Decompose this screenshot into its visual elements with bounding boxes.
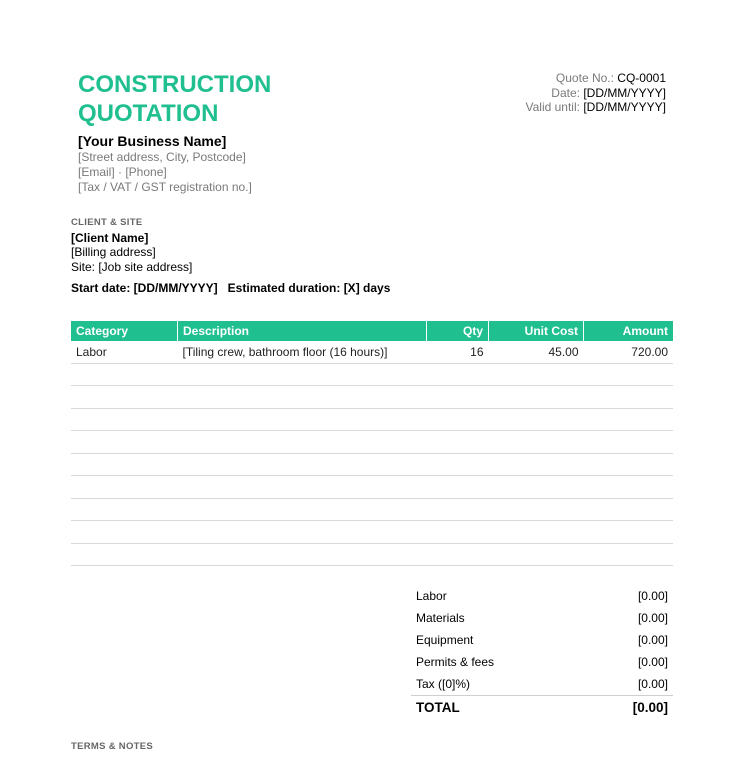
cell-qty xyxy=(427,408,489,431)
document-title: CONSTRUCTION QUOTATION xyxy=(78,71,272,127)
header-category: Category xyxy=(71,321,178,341)
valid-until-value: [DD/MM/YYYY] xyxy=(583,100,666,114)
cell-unit-cost xyxy=(489,476,584,499)
cell-qty: 16 xyxy=(427,341,489,363)
table-row xyxy=(71,476,673,499)
client-billing-address: [Billing address] xyxy=(71,245,156,259)
cell-category xyxy=(71,363,178,386)
totals-value: [0.00] xyxy=(637,589,668,603)
business-contact: [Email] · [Phone] xyxy=(78,165,167,179)
cell-category xyxy=(71,476,178,499)
cell-unit-cost xyxy=(489,498,584,521)
totals-row xyxy=(411,673,673,696)
cell-category xyxy=(71,386,178,409)
client-section-label: CLIENT & SITE xyxy=(71,217,143,228)
quote-meta xyxy=(525,71,666,115)
cell-amount xyxy=(584,431,674,454)
business-name: [Your Business Name] xyxy=(78,133,227,149)
totals-label: Labor xyxy=(416,589,447,603)
totals-row xyxy=(411,607,673,629)
cell-amount xyxy=(584,453,674,476)
schedule-line: Start date: [DD/MM/YYYY] Estimated duration: [X] days xyxy=(71,281,391,295)
cell-description xyxy=(178,408,427,431)
cell-unit-cost xyxy=(489,386,584,409)
cell-category xyxy=(71,498,178,521)
cell-description xyxy=(178,476,427,499)
totals-value: [0.00] xyxy=(637,611,668,625)
table-row xyxy=(71,521,673,544)
cell-amount xyxy=(584,498,674,521)
totals-row xyxy=(411,651,673,673)
cell-unit-cost xyxy=(489,521,584,544)
totals-value: [0.00] xyxy=(637,633,668,647)
business-tax-number: [Tax / VAT / GST registration no.] xyxy=(78,180,252,194)
table-row xyxy=(71,408,673,431)
quote-number-row xyxy=(525,71,666,86)
cell-unit-cost xyxy=(489,453,584,476)
line-items-table xyxy=(71,321,673,566)
cell-amount xyxy=(584,476,674,499)
totals-label: Materials xyxy=(416,611,465,625)
cell-amount xyxy=(584,386,674,409)
quote-number-value: CQ-0001 xyxy=(617,71,666,85)
cell-qty xyxy=(427,521,489,544)
cell-unit-cost xyxy=(489,363,584,386)
totals-row xyxy=(411,585,673,607)
cell-qty xyxy=(427,543,489,566)
cell-amount xyxy=(584,408,674,431)
cell-category xyxy=(71,543,178,566)
cell-category xyxy=(71,521,178,544)
table-row xyxy=(71,498,673,521)
cell-qty xyxy=(427,476,489,499)
header-qty: Qty xyxy=(427,321,489,341)
client-name: [Client Name] xyxy=(71,231,149,245)
terms-section-label: TERMS & NOTES xyxy=(71,741,154,752)
cell-description xyxy=(178,521,427,544)
cell-category xyxy=(71,408,178,431)
header-amount: Amount xyxy=(584,321,674,341)
totals-value: [0.00] xyxy=(637,655,668,669)
cell-description xyxy=(178,363,427,386)
client-site-address: Site: [Job site address] xyxy=(71,260,193,274)
table-row xyxy=(71,386,673,409)
cell-unit-cost xyxy=(489,431,584,454)
cell-qty xyxy=(427,363,489,386)
totals-row xyxy=(411,629,673,651)
cell-description xyxy=(178,431,427,454)
cell-amount xyxy=(584,521,674,544)
cell-qty xyxy=(427,498,489,521)
line-items-header xyxy=(71,321,673,341)
cell-qty xyxy=(427,386,489,409)
totals-table xyxy=(411,585,673,719)
cell-unit-cost xyxy=(489,408,584,431)
valid-until-label: Valid until: xyxy=(525,100,580,114)
table-row xyxy=(71,341,673,363)
cell-unit-cost xyxy=(489,543,584,566)
table-row xyxy=(71,543,673,566)
cell-qty xyxy=(427,431,489,454)
table-row xyxy=(71,431,673,454)
grand-total-value: [0.00] xyxy=(584,696,673,720)
header-description: Description xyxy=(178,321,427,341)
table-row xyxy=(71,363,673,386)
table-row xyxy=(71,453,673,476)
valid-until-row xyxy=(525,100,666,115)
quote-date-row xyxy=(525,86,666,101)
cell-description: [Tiling crew, bathroom floor (16 hours)] xyxy=(178,341,427,363)
cell-amount xyxy=(584,543,674,566)
quote-number-label: Quote No.: xyxy=(555,71,614,85)
totals-label: Tax ([0]%) xyxy=(416,677,471,691)
totals-label: Equipment xyxy=(416,633,474,647)
cell-description xyxy=(178,386,427,409)
grand-total-row xyxy=(411,696,673,720)
cell-description xyxy=(178,453,427,476)
cell-amount xyxy=(584,363,674,386)
quote-date-label: Date: xyxy=(551,85,580,100)
totals-label: Permits & fees xyxy=(416,655,495,669)
cell-category xyxy=(71,453,178,476)
cell-amount: 720.00 xyxy=(584,341,674,363)
cell-qty xyxy=(427,453,489,476)
grand-total-label: TOTAL xyxy=(411,696,584,720)
cell-unit-cost: 45.00 xyxy=(489,341,584,363)
cell-description xyxy=(178,498,427,521)
totals-value: [0.00] xyxy=(637,677,668,691)
business-address: [Street address, City, Postcode] xyxy=(78,150,246,164)
quote-date-value: [DD/MM/YYYY] xyxy=(583,85,666,100)
cell-description xyxy=(178,543,427,566)
cell-category xyxy=(71,431,178,454)
cell-category: Labor xyxy=(71,341,178,363)
header-unit-cost: Unit Cost xyxy=(489,321,584,341)
